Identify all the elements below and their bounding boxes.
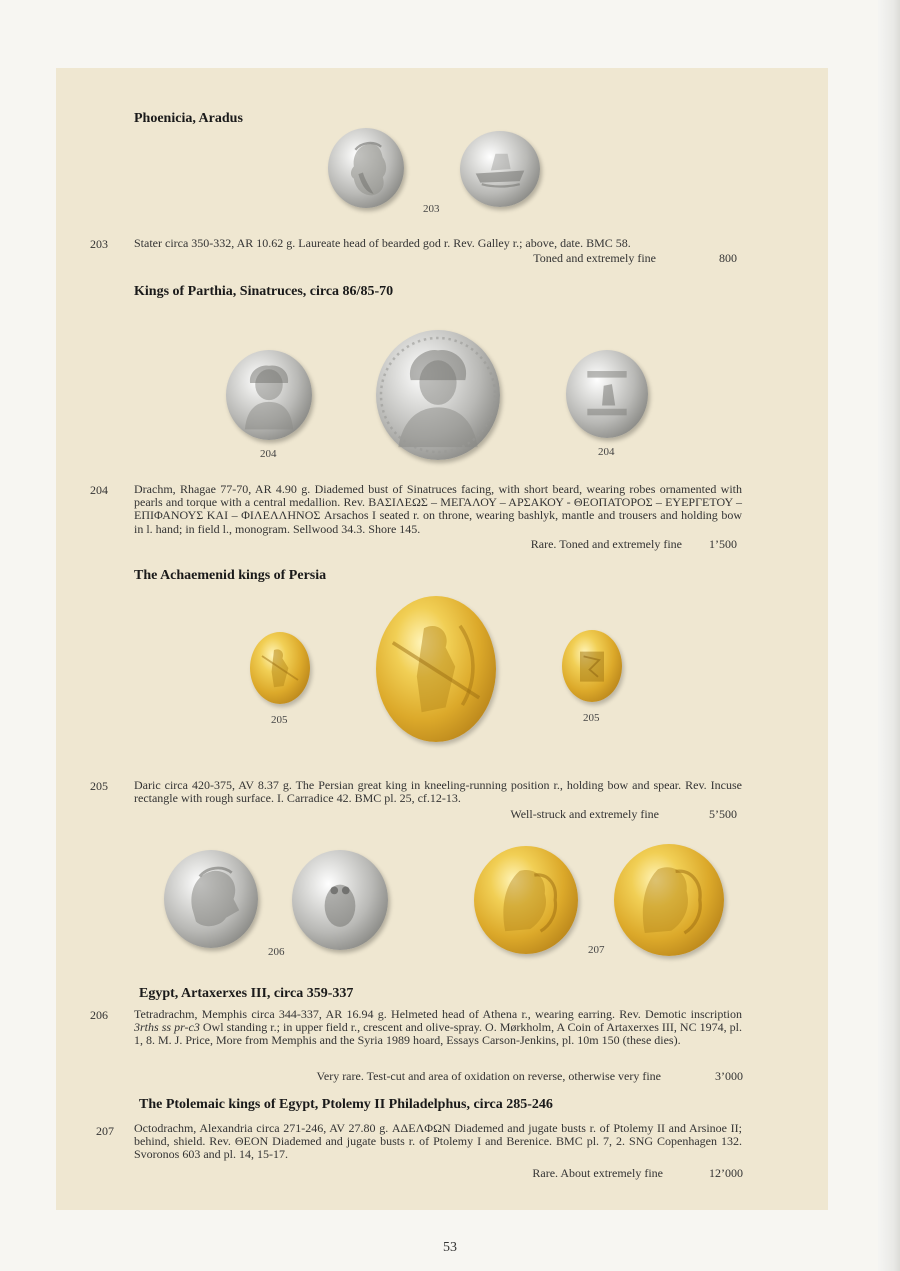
lot-grade-204: Rare. Toned and extremely fine [530, 537, 682, 551]
lot-grade-207: Rare. About extremely fine [532, 1166, 663, 1180]
galley-motif [460, 131, 540, 207]
page-edge [878, 0, 900, 1271]
coin-207-obverse-image [474, 846, 578, 954]
lot-description-206-text-cont: Owl standing r.; in upper field r., crescent and olive-spray. O. Mørkholm, A Coin of Artaxerxes III, NC 1974, pl. 1, 8. M. J. Price, More from Memphis and the Syria 1989 hoard, Essays Carson-Jenkins, pl. 10m 150 (these dies). [134, 1020, 742, 1048]
persian-king-enlarged-motif [376, 596, 496, 742]
persian-king-motif [250, 632, 310, 704]
coin-204-obverse-image [226, 350, 312, 440]
coin-206-reverse-image [292, 850, 388, 950]
lot-description-207: Octodrachm, Alexandria circa 271-246, AV 27.80 g. ΑΔΕΛΦΩΝ Diademed and jugate busts r. of Ptolemy II and Arsinoe II; behind, shield. Rev. ΘΕΟΝ Diademed and jugate busts r. of Ptolemy I and Berenice. BMC pl. 7, 2. SNG Copenhagen 132. Svoronos 603 and pl. 14, 15-17. [134, 1121, 742, 1162]
jugate-busts-reverse-motif [614, 844, 724, 956]
coin-207-reverse-image [614, 844, 724, 956]
lot-price-206: 3’000 [715, 1069, 743, 1083]
owl-motif [292, 850, 388, 950]
coin-caption-206: 206 [268, 946, 285, 958]
coin-caption-203: 203 [423, 203, 440, 215]
jugate-busts-motif [474, 846, 578, 954]
incuse-rectangle-motif [562, 630, 622, 702]
lot-number-205: 205 [90, 779, 108, 793]
lot-price-204: 1’500 [709, 537, 737, 551]
sinatruces-bust-motif [226, 350, 312, 440]
demotic-inscription: 3rths ss pr-c3 [134, 1020, 200, 1035]
lot-number-207: 207 [96, 1124, 114, 1138]
lot-description-203: Stater circa 350-332, AR 10.62 g. Laureate head of bearded god r. Rev. Galley r.; above, date. BMC 58. [134, 236, 631, 250]
lot-grade-205: Well-struck and extremely fine [510, 807, 659, 821]
lot-description-205: Daric circa 420-375, AV 8.37 g. The Persian great king in kneeling-running position r., holding bow and spear. Rev. Incuse rectangle with rough surface. I. Carradice 42. BMC pl. 25, cf.12-13. [134, 778, 742, 806]
coin-caption-204-right: 204 [598, 446, 615, 458]
lot-description-204: Drachm, Rhagae 77-70, AR 4.90 g. Diademed bust of Sinatruces facing, with short beard, wearing robes ornamented with pearls and torque with a central medallion. Rev. ΒΑΣΙΛΕΩΣ – ΜΕΓΑΛΟΥ – ΑΡΣΑΚΟΥ - ΘΕΟΠΑΤΟΡΟΣ – ΕΥΕΡΓΕΤΟΥ – ΕΠΙΦΑΝΟΥΣ ΚΑΙ – ΦΙΛΕΛΛΗΝΟΣ Arsachos I seated r. on throne, wearing bashlyk, mantle and trousers and holding bow in l. hand; in field l., monogram. Sellwood 34.3. Shore 145. [134, 482, 742, 536]
section-heading-persia: The Achaemenid kings of Persia [134, 568, 327, 583]
lot-price-207: 12’000 [709, 1166, 743, 1180]
page-number: 53 [443, 1240, 457, 1255]
athena-head-motif [164, 850, 258, 948]
arsaces-seated-motif [566, 350, 648, 438]
coin-caption-205-right: 205 [583, 712, 600, 724]
lot-number-206: 206 [90, 1008, 108, 1022]
coin-205-enlarged-image [376, 596, 496, 742]
section-heading-parthia: Kings of Parthia, Sinatruces, circa 86/85-70 [134, 284, 394, 299]
coin-caption-205-left: 205 [271, 714, 288, 726]
lot-description-206-text: Tetradrachm, Memphis circa 344-337, AR 16.94 g. Helmeted head of Athena r., wearing earring. Rev. Demotic inscription [134, 1007, 742, 1021]
coin-206-obverse-image [164, 850, 258, 948]
lot-description-206 [134, 1008, 742, 1048]
lot-grade-203: Toned and extremely fine [533, 251, 656, 265]
coin-204-reverse-image [566, 350, 648, 438]
section-heading-egypt-artaxerxes: Egypt, Artaxerxes III, circa 359-337 [139, 986, 354, 1001]
section-heading-ptolemy: The Ptolemaic kings of Egypt, Ptolemy II Philadelphus, circa 285-246 [139, 1097, 553, 1112]
lot-price-203: 800 [719, 251, 737, 265]
coin-205-obverse-image [250, 632, 310, 704]
coin-203-obverse-image [328, 128, 404, 208]
section-heading-aradus: Phoenicia, Aradus [134, 111, 243, 126]
sinatruces-bust-enlarged-motif [376, 330, 500, 460]
coin-caption-207: 207 [588, 944, 605, 956]
lot-grade-206: Very rare. Test-cut and area of oxidation on reverse, otherwise very fine [316, 1069, 661, 1083]
lot-number-203: 203 [90, 237, 108, 251]
lot-number-204: 204 [90, 483, 108, 497]
lot-price-205: 5’500 [709, 807, 737, 821]
coin-caption-204-left: 204 [260, 448, 277, 460]
bearded-head-motif [328, 128, 404, 208]
coin-204-enlarged-image [376, 330, 500, 460]
coin-205-reverse-image [562, 630, 622, 702]
coin-203-reverse-image [460, 131, 540, 207]
